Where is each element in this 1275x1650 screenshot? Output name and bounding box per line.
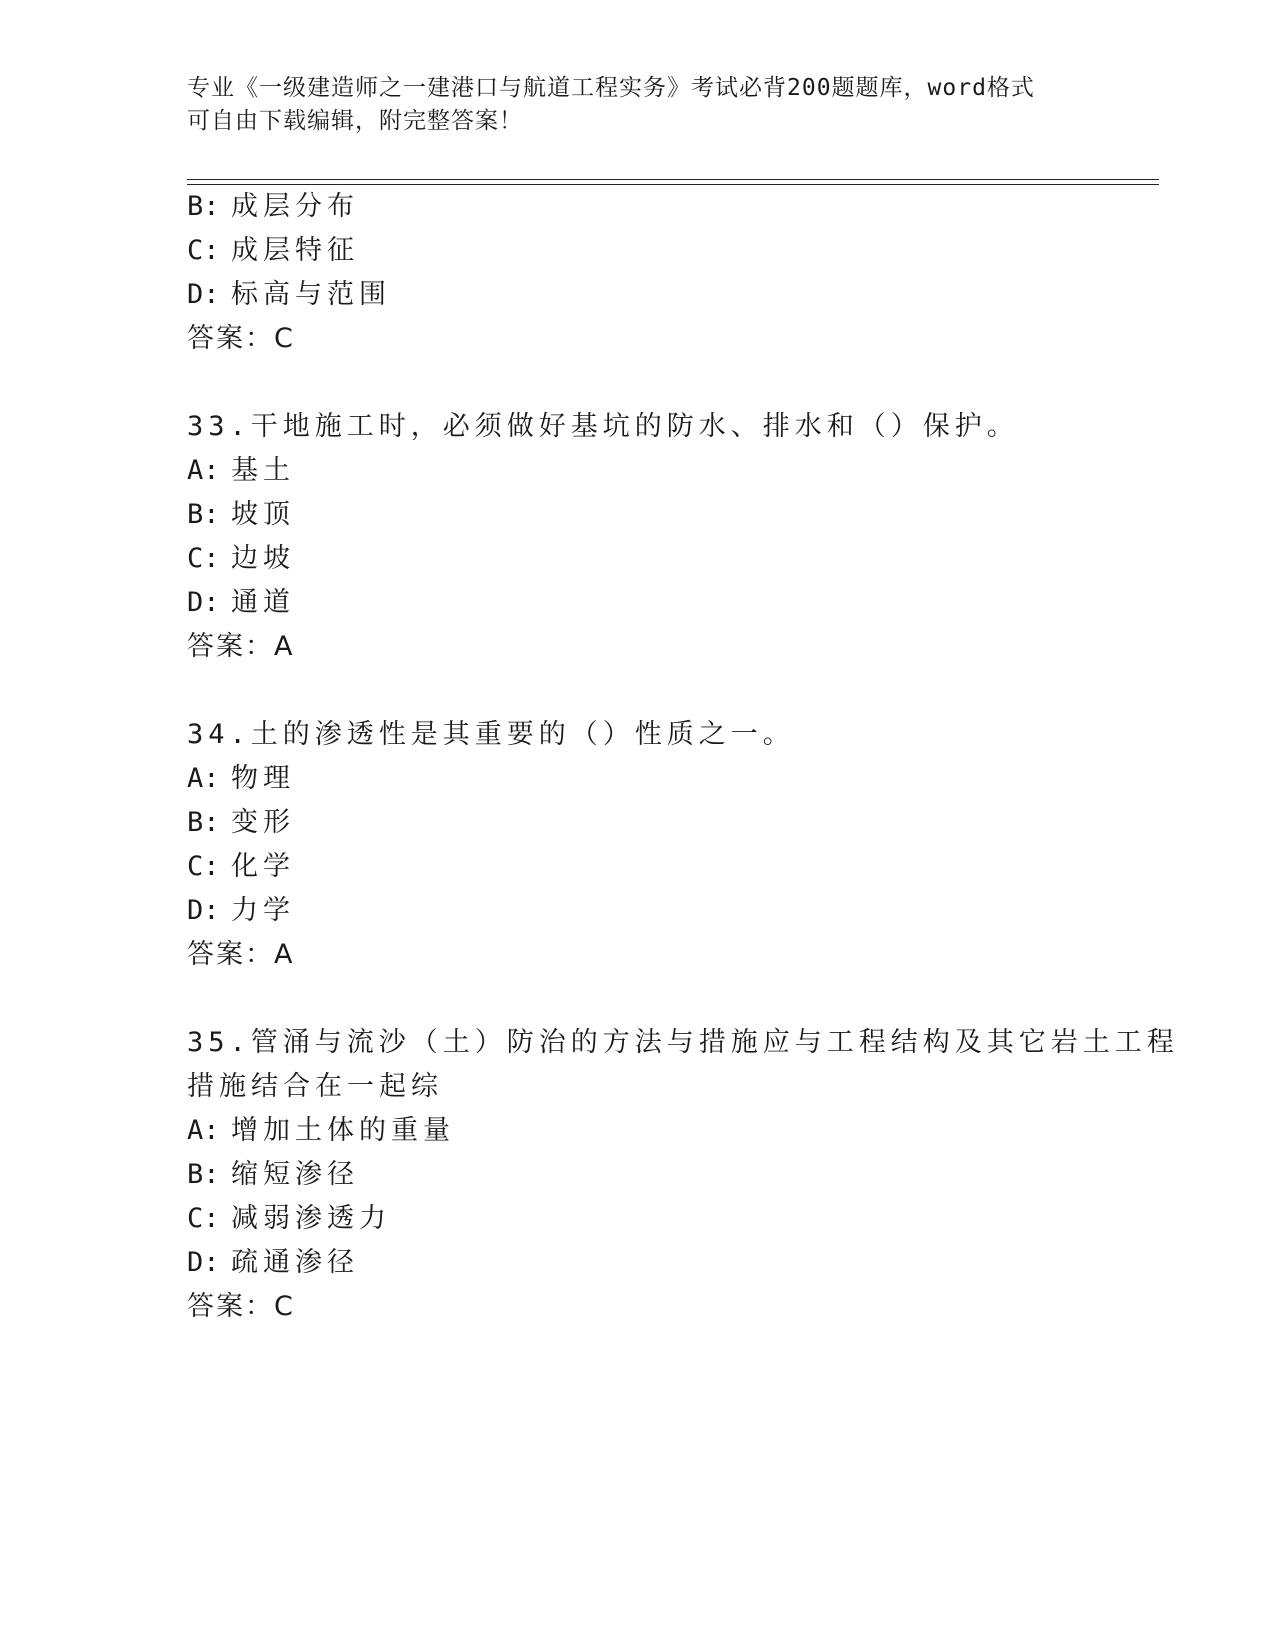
option-label: B: <box>187 807 220 838</box>
q34-answer: 答案：A <box>187 939 295 970</box>
option-label: A: <box>187 455 220 486</box>
option-text: 化学 <box>231 851 295 882</box>
option-text: 物理 <box>231 763 295 794</box>
option-text: 坡顶 <box>231 499 295 530</box>
q32-answer: 答案：C <box>187 323 295 354</box>
option-label: C: <box>187 851 220 882</box>
option-text: 变形 <box>231 807 295 838</box>
option-text: 缩短渗径 <box>231 1159 359 1190</box>
option-label: A: <box>187 763 220 794</box>
document-header <box>187 72 1087 138</box>
option-label: B: <box>187 499 220 530</box>
q32-option-c <box>187 234 359 268</box>
option-text: 减弱渗透力 <box>231 1203 391 1234</box>
q34-question: 34.土的渗透性是其重要的（）性质之一。 <box>187 719 795 750</box>
q34-option-b <box>187 806 295 840</box>
q35-option-c <box>187 1202 391 1236</box>
option-text: 标高与范围 <box>231 279 391 310</box>
q33-option-b <box>187 498 295 532</box>
option-text: 通道 <box>231 587 295 618</box>
option-label: D: <box>187 1247 220 1278</box>
option-label: D: <box>187 587 220 618</box>
option-label: C: <box>187 235 220 266</box>
q32-option-d <box>187 278 391 312</box>
option-label: C: <box>187 543 220 574</box>
option-label: A: <box>187 1115 220 1146</box>
option-label: D: <box>187 279 220 310</box>
header-line-2: 可自由下载编辑，附完整答案！ <box>187 108 523 134</box>
q35-question-line-1: 35.管涌与流沙（土）防治的方法与措施应与工程结构及其它岩土工程 <box>187 1027 1179 1058</box>
q34-option-d <box>187 894 295 928</box>
q32-option-b <box>187 190 359 224</box>
option-text: 力学 <box>231 895 295 926</box>
option-text: 疏通渗径 <box>231 1247 359 1278</box>
q35-question-line-2: 措施结合在一起综 <box>187 1071 443 1102</box>
q35-option-a <box>187 1114 455 1148</box>
q35-option-d <box>187 1246 359 1280</box>
header-rule-bottom <box>187 184 1159 185</box>
option-label: C: <box>187 1203 220 1234</box>
q34-option-a <box>187 762 295 796</box>
q33-answer: 答案：A <box>187 631 295 662</box>
option-text: 基土 <box>231 455 295 486</box>
option-label: B: <box>187 191 220 222</box>
header-rule-top <box>187 179 1159 180</box>
option-label: D: <box>187 895 220 926</box>
option-text: 边坡 <box>231 543 295 574</box>
option-text: 成层分布 <box>231 191 359 222</box>
q33-option-d <box>187 586 295 620</box>
q35-answer: 答案：C <box>187 1291 295 1322</box>
option-text: 增加土体的重量 <box>231 1115 455 1146</box>
option-label: B: <box>187 1159 220 1190</box>
q33-option-a <box>187 454 295 488</box>
option-text: 成层特征 <box>231 235 359 266</box>
header-line-1: 专业《一级建造师之一建港口与航道工程实务》考试必背200题题库，word格式 <box>187 75 1035 101</box>
q33-question: 33.干地施工时，必须做好基坑的防水、排水和（）保护。 <box>187 411 1019 442</box>
q33-option-c <box>187 542 295 576</box>
q34-option-c <box>187 850 295 884</box>
q35-option-b <box>187 1158 359 1192</box>
